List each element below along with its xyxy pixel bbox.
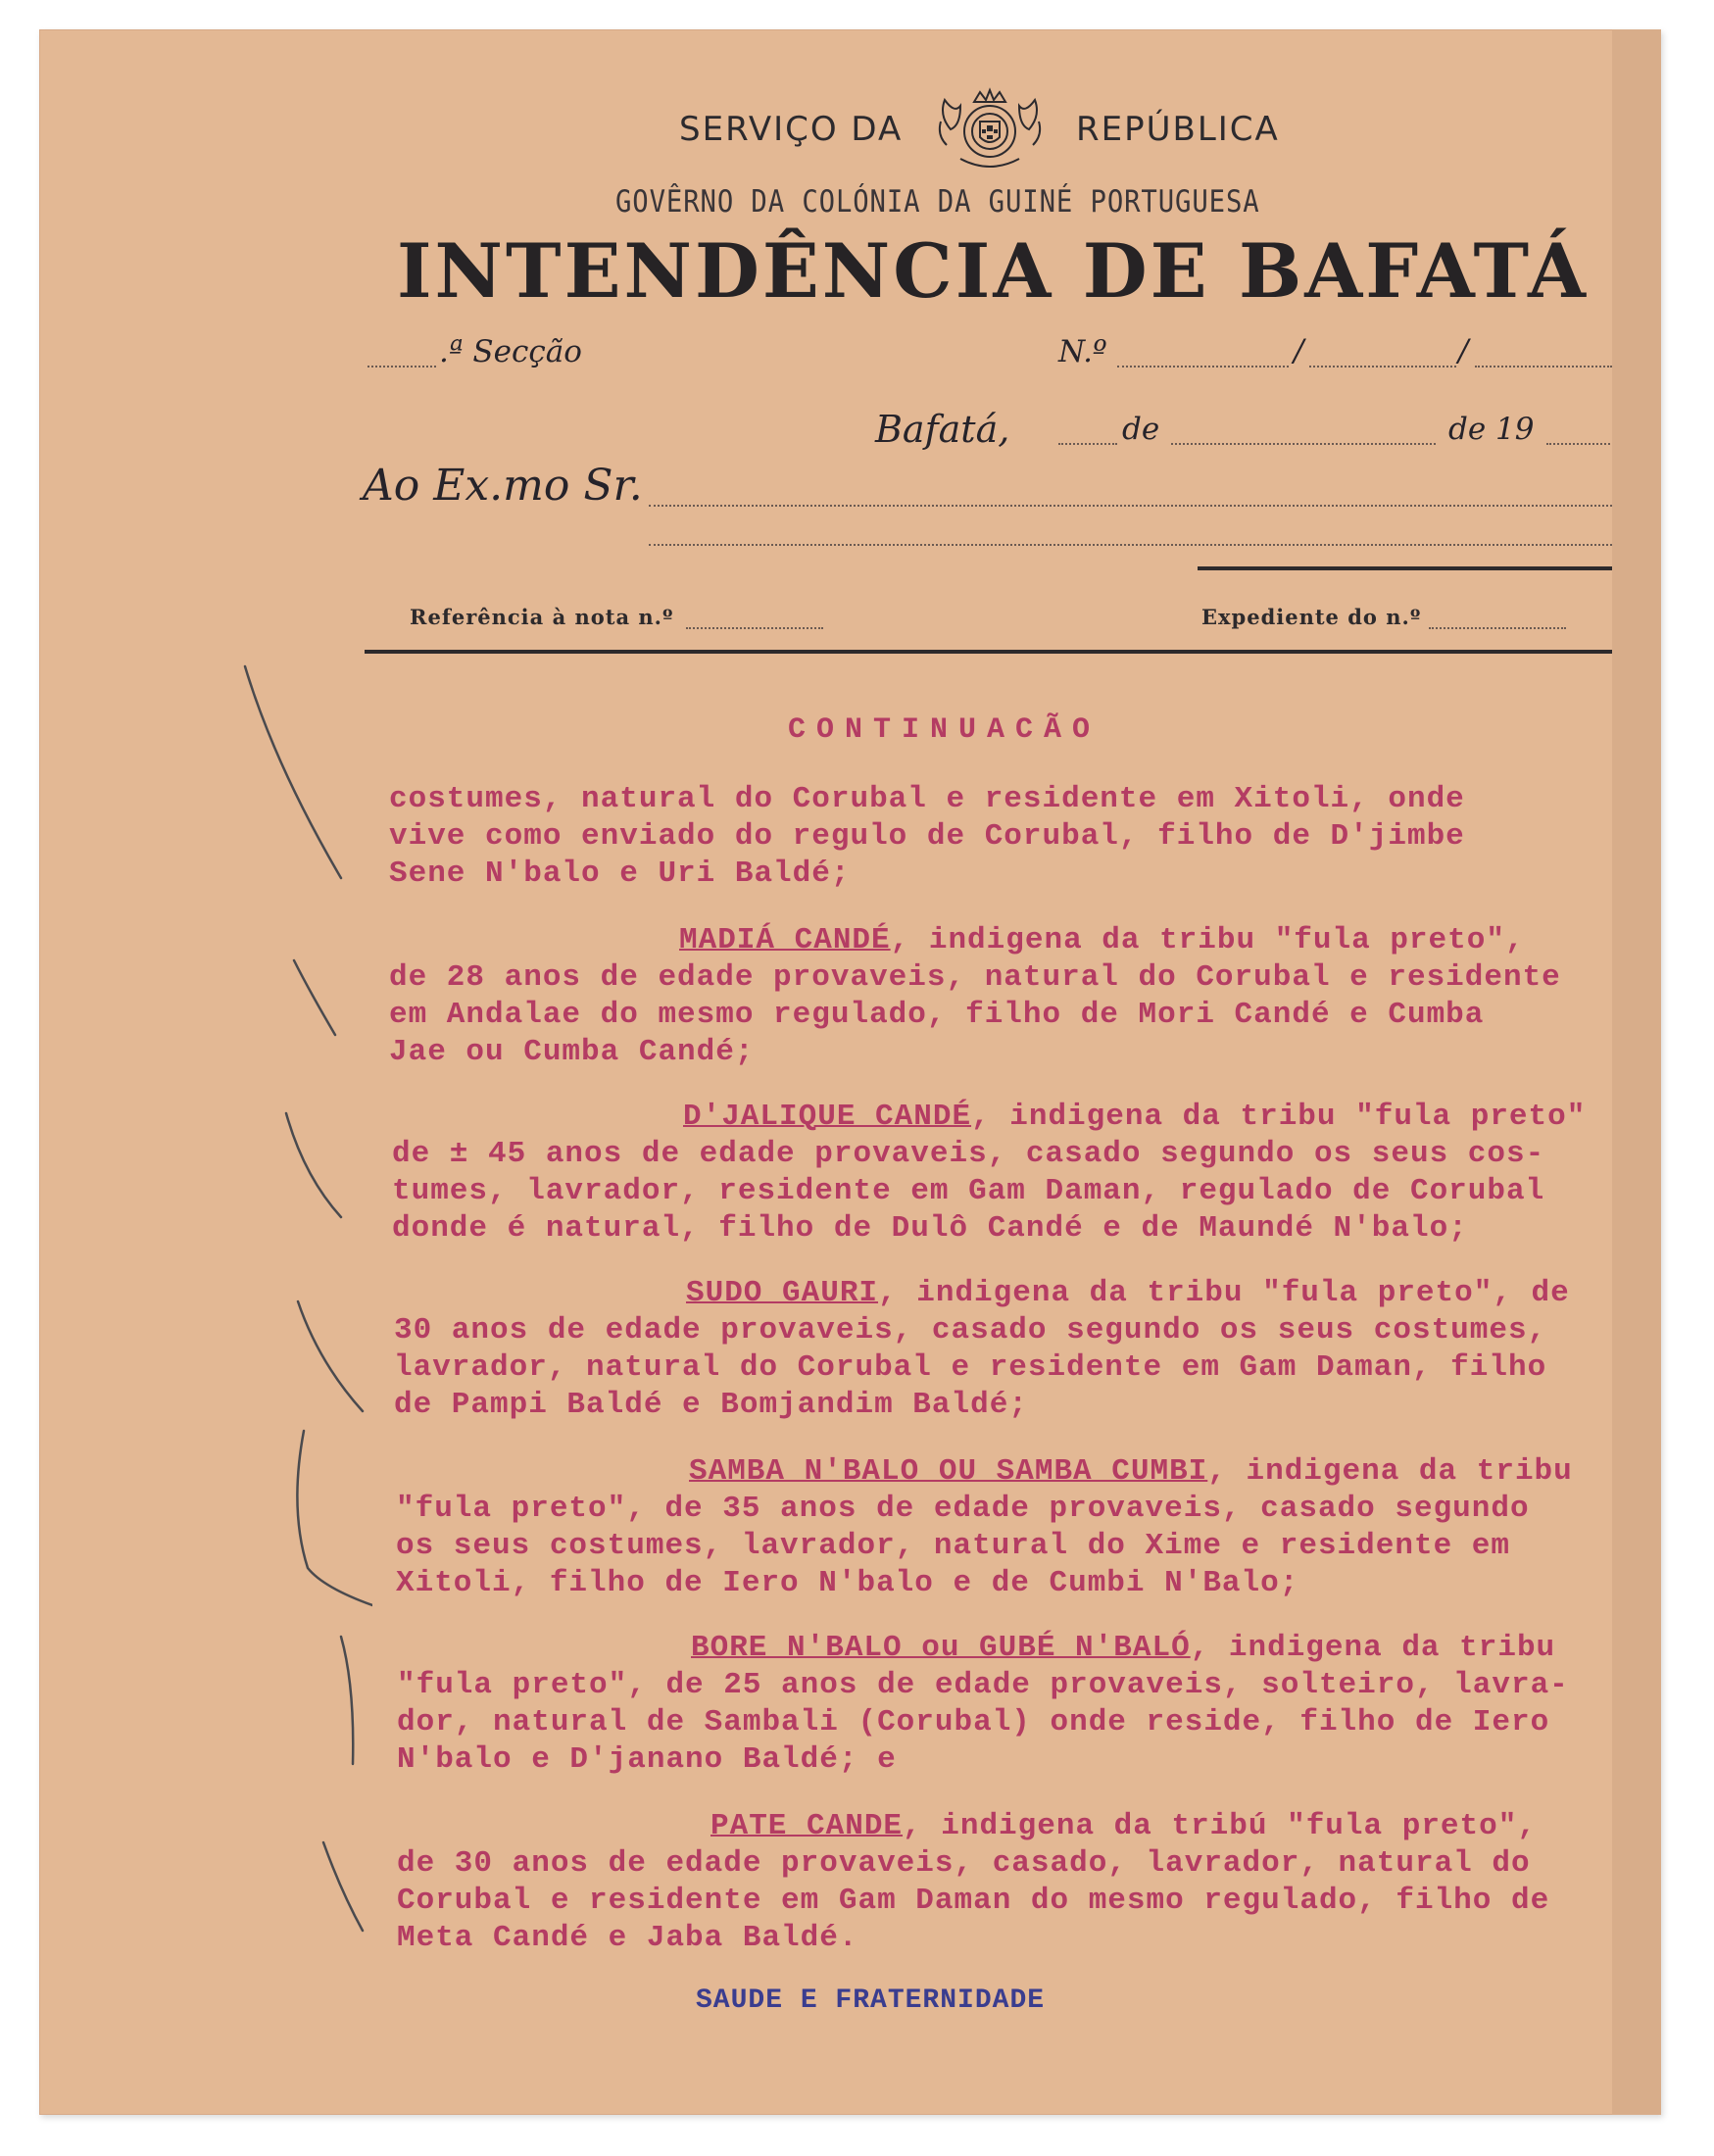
paragraph-2-line-0: de ± 45 anos de edade provaveis, casado segundo os seus cos- — [392, 1137, 1545, 1171]
paragraph-5-line-1: dor, natural de Sambali (Corubal) onde reside, filho de Iero — [397, 1705, 1550, 1740]
person-name: SUDO GAURI — [686, 1276, 879, 1310]
paragraph-2-line-2: donde é natural, filho de Dulô Candé e de Maundé N'balo; — [392, 1211, 1468, 1246]
person-name: MADIÁ CANDÉ — [679, 923, 891, 957]
paragraph-5-first-rest: , indigena da tribu — [1190, 1631, 1556, 1665]
person-name: PATE CANDE — [710, 1809, 904, 1843]
paragraph-0-line-1: vive como enviado do regulo de Corubal, filho de D'jimbe — [389, 819, 1465, 854]
paragraph-6-line-0: de 30 anos de edade provaveis, casado, lavrador, natural do — [397, 1846, 1531, 1881]
signature-rule — [1198, 566, 1612, 570]
expediente-label: Expediente do n.º — [1201, 605, 1422, 629]
paragraph-4-line-2: Xitoli, filho de Iero N'balo e de Cumbi N'Balo; — [396, 1566, 1299, 1600]
paragraph-1-line-0: de 28 anos de edade provaveis, natural do Corubal e residente — [389, 960, 1561, 995]
paragraph-2-first — [683, 1100, 1586, 1134]
month-blank — [1171, 443, 1436, 445]
paragraph-3-first-rest: , indigena da tribu "fula preto", de — [878, 1276, 1570, 1310]
numero-blank-1 — [1117, 366, 1289, 368]
de-label-1: de — [1122, 412, 1160, 447]
person-name: BORE N'BALO ou GUBÉ N'BALÓ — [691, 1631, 1191, 1665]
paragraph-1-line-1: em Andalae do mesmo regulado, filho de Mori Candé e Cumba — [389, 998, 1485, 1032]
addressee-label: Ao Ex.mo Sr. — [363, 461, 643, 511]
numero-blank-2 — [1309, 366, 1456, 368]
paragraph-0-line-0: costumes, natural do Corubal e residente em Xitoli, onde — [389, 782, 1465, 816]
paragraph-3-first — [686, 1276, 1570, 1310]
paragraph-6-first-rest: , indigena da tribú "fula preto", — [903, 1809, 1537, 1843]
person-name: SAMBA N'BALO OU SAMBA CUMBI — [689, 1454, 1208, 1489]
paragraph-2-first-rest: , indigena da tribu "fula preto" — [971, 1100, 1587, 1134]
paragraph-4-line-0: "fula preto", de 35 anos de edade provaveis, casado segundo — [396, 1492, 1530, 1526]
paragraph-6-line-2: Meta Candé e Jaba Baldé. — [397, 1921, 858, 1955]
paragraph-4-line-1: os seus costumes, lavrador, natural do Xime e residente em — [396, 1529, 1510, 1563]
letterhead-left: SERVIÇO DA — [679, 110, 904, 149]
referencia-label: Referência à nota n.º — [410, 605, 674, 629]
paragraph-5-line-2: N'balo e D'janano Baldé; e — [397, 1742, 897, 1777]
numero-slash-2: / — [1458, 333, 1469, 368]
header-rule — [365, 650, 1612, 654]
paragraph-5-first — [691, 1631, 1555, 1665]
paragraph-4-first — [689, 1454, 1573, 1489]
de19-label: de 19 — [1448, 412, 1535, 447]
place-label: Bafatá, — [875, 408, 1010, 451]
paragraph-0-line-2: Sene N'balo e Uri Baldé; — [389, 857, 851, 891]
year-blank — [1546, 443, 1610, 445]
paragraph-5-line-0: "fula preto", de 25 anos de edade provaveis, solteiro, lavra- — [397, 1668, 1569, 1702]
paragraph-1-line-2: Jae ou Cumba Candé; — [389, 1035, 755, 1069]
person-name: D'JALIQUE CANDÉ — [683, 1100, 972, 1134]
paragraph-3-line-1: lavrador, natural do Corubal e residente em Gam Daman, filho — [394, 1350, 1547, 1385]
numero-slash-1: / — [1294, 333, 1304, 368]
day-blank — [1058, 443, 1117, 445]
government-line: GOVÊRNO DA COLÓNIA DA GUINÉ PORTUGUESA — [615, 184, 1260, 220]
letterhead-right: REPÚBLICA — [1076, 110, 1280, 149]
paragraph-2-line-1: tumes, lavrador, residente em Gam Daman, regulado de Corubal — [392, 1174, 1545, 1208]
numero-blank-3 — [1475, 366, 1612, 368]
expediente-blank — [1429, 627, 1566, 629]
paragraph-3-line-2: de Pampi Baldé e Bomjandim Baldé; — [394, 1388, 1028, 1422]
seccao-blank — [367, 366, 436, 368]
pencil-margin-marks — [225, 647, 372, 1950]
portuguese-coat-of-arms-icon — [931, 86, 1049, 172]
paragraph-4-first-rest: , indigena da tribu — [1207, 1454, 1573, 1489]
numero-label: N.º — [1058, 334, 1107, 369]
paragraph-6-line-1: Corubal e residente em Gam Daman do mesmo regulado, filho de — [397, 1884, 1550, 1918]
page-title: INTENDÊNCIA DE BAFATÁ — [397, 227, 1589, 315]
addressee-blank-2 — [649, 544, 1612, 546]
paragraph-1-first — [679, 923, 1525, 957]
addressee-blank-1 — [649, 505, 1612, 507]
referencia-blank — [686, 627, 823, 629]
paragraph-3-line-0: 30 anos de edade provaveis, casado segundo os seus costumes, — [394, 1313, 1547, 1348]
continuation-heading: CONTINUACÃO — [788, 713, 1102, 747]
seccao-label: .ª Secção — [439, 334, 582, 369]
paragraph-6-first — [710, 1809, 1537, 1843]
closing-salutation: SAUDE E FRATERNIDADE — [696, 1985, 1046, 2016]
paragraph-1-first-rest: , indigena da tribu "fula preto", — [890, 923, 1525, 957]
